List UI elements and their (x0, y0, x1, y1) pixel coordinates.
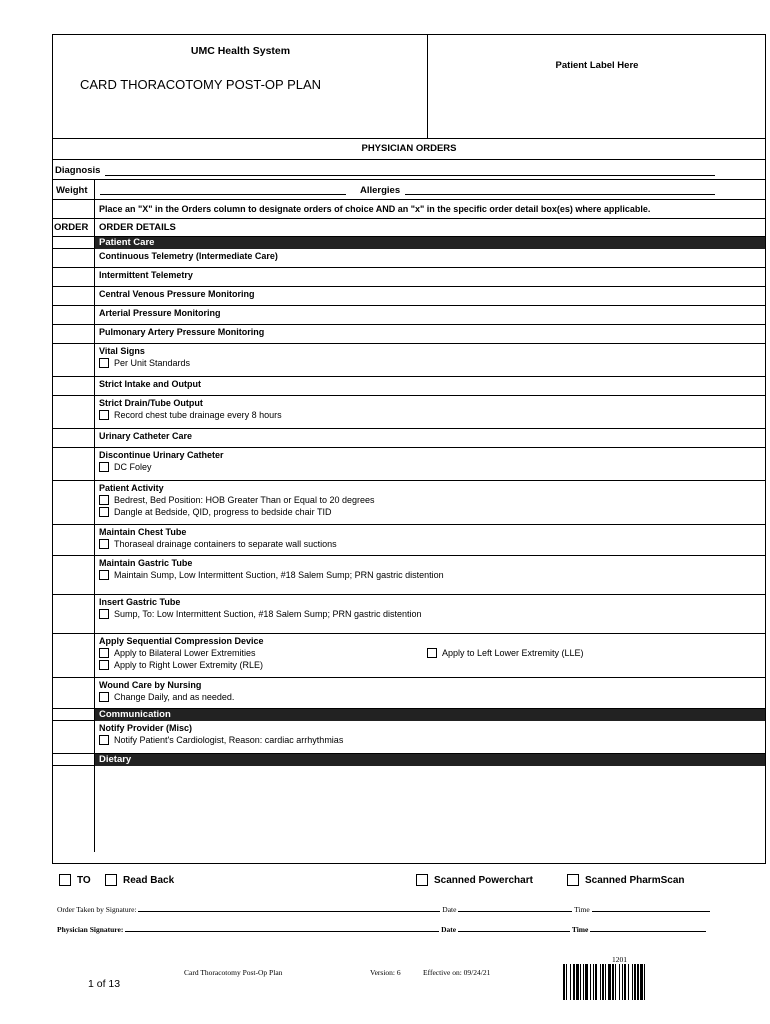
apply-sequential-compression-device-title: Apply Sequential Compression Device (99, 636, 264, 646)
patient-activity-option-1-label: Dangle at Bedside, QID, progress to bedside chair TID (114, 507, 332, 517)
read-back-check[interactable] (105, 874, 174, 886)
physician-signature-line (57, 924, 706, 934)
discontinue-urinary-catheter-title: Discontinue Urinary Catheter (99, 450, 224, 460)
order-taken-time-label: Time (574, 905, 590, 914)
apply-sequential-compression-device-option-1[interactable] (427, 647, 584, 659)
diagnosis-field[interactable] (105, 175, 715, 176)
apply-sequential-compression-device-option-1-label: Apply to Left Lower Extremity (LLE) (442, 648, 584, 658)
maintain-chest-tube-details (95, 525, 765, 556)
strict-intake-and-output-order-cell[interactable] (53, 377, 95, 396)
maintain-chest-tube-order-cell[interactable] (53, 525, 95, 556)
form-title: CARD THORACOTOMY POST-OP PLAN (80, 77, 322, 92)
barcode (563, 964, 693, 1000)
maintain-gastric-tube-order-cell[interactable] (53, 556, 95, 595)
diagnosis-label: Diagnosis (55, 165, 101, 176)
notify-provider-misc-checkbox-0[interactable] (99, 735, 109, 745)
continuous-telemetry-intermediate-care-order-cell[interactable] (53, 249, 95, 268)
wound-care-by-nursing-details (95, 678, 765, 709)
strict-drain-tube-output-order-cell[interactable] (53, 396, 95, 429)
scanned-pharmscan-label: Scanned PharmScan (585, 874, 685, 886)
wound-care-by-nursing-title: Wound Care by Nursing (99, 680, 202, 690)
maintain-gastric-tube-checkbox-0[interactable] (99, 570, 109, 580)
vital-signs-option-0[interactable] (99, 357, 761, 369)
arterial-pressure-monitoring-title: Arterial Pressure Monitoring (99, 308, 221, 318)
weight-label: Weight (56, 185, 88, 196)
strict-drain-tube-output-details (95, 396, 765, 429)
scanned-powerchart-label: Scanned Powerchart (434, 874, 533, 886)
allergies-field[interactable] (405, 194, 715, 195)
to-label: TO (77, 874, 91, 886)
page-number: 1 of 13 (88, 978, 121, 990)
pulmonary-artery-pressure-monitoring-order-cell[interactable] (53, 325, 95, 344)
weight-divider (94, 180, 95, 199)
wound-care-by-nursing-option-0-label: Change Daily, and as needed. (114, 692, 235, 702)
physician-date-field[interactable] (458, 924, 570, 932)
apply-sequential-compression-device-option-0[interactable] (99, 647, 256, 659)
vital-signs-order-cell[interactable] (53, 344, 95, 377)
discontinue-urinary-catheter-option-0-label: DC Foley (114, 462, 152, 472)
order-taken-signature-field[interactable] (138, 904, 440, 912)
form-code: 1201 (612, 955, 627, 964)
notify-provider-misc-title: Notify Provider (Misc) (99, 723, 193, 733)
order-form (52, 34, 766, 864)
communication-section-spacer (53, 709, 95, 721)
vital-signs-details (95, 344, 765, 377)
central-venous-pressure-monitoring-title: Central Venous Pressure Monitoring (99, 289, 255, 299)
diagnosis-row (53, 160, 765, 180)
pulmonary-artery-pressure-monitoring-title: Pulmonary Artery Pressure Monitoring (99, 327, 265, 337)
discontinue-urinary-catheter-checkbox-0[interactable] (99, 462, 109, 472)
notify-provider-misc-order-cell[interactable] (53, 721, 95, 754)
allergies-label: Allergies (360, 185, 401, 196)
patient-activity-checkbox-1[interactable] (99, 507, 109, 517)
pulmonary-artery-pressure-monitoring-details (95, 325, 765, 344)
notify-provider-misc-details (95, 721, 765, 754)
patient-activity-details (95, 481, 765, 525)
insert-gastric-tube-details (95, 595, 765, 634)
dietary-order-details (95, 766, 765, 852)
strict-drain-tube-output-checkbox-0[interactable] (99, 410, 109, 420)
apply-sequential-compression-device-checkbox-1[interactable] (427, 648, 437, 658)
order-details-column-header: ORDER DETAILS (95, 219, 765, 237)
read-back-label: Read Back (123, 874, 175, 886)
discontinue-urinary-catheter-details (95, 448, 765, 481)
instruction-text: Place an "X" in the Orders column to designate orders of choice AND an "x" in the specific order detail box(es) where applicable. (99, 204, 651, 214)
arterial-pressure-monitoring-order-cell[interactable] (53, 306, 95, 325)
discontinue-urinary-catheter-option-0[interactable] (99, 461, 761, 473)
communication-section-header: Communication (95, 709, 765, 721)
notify-provider-misc-option-0[interactable] (99, 734, 761, 746)
scanned-powerchart-checkbox[interactable] (416, 874, 428, 886)
patient-label-area: Patient Label Here (555, 60, 639, 71)
order-taken-date-field[interactable] (458, 904, 572, 912)
strict-intake-and-output-title: Strict Intake and Output (99, 379, 202, 389)
arterial-pressure-monitoring-details (95, 306, 765, 325)
physician-time-field[interactable] (590, 924, 706, 932)
patient-care-section-header: Patient Care (95, 237, 765, 249)
wound-care-by-nursing-option-0[interactable] (99, 691, 761, 703)
patient-activity-option-0-label: Bedrest, Bed Position: HOB Greater Than or Equal to 20 degrees (114, 495, 375, 505)
patient-activity-checkbox-0[interactable] (99, 495, 109, 505)
dietary-section-spacer (53, 754, 95, 766)
scanned-pharmscan-check[interactable] (567, 874, 684, 886)
maintain-gastric-tube-option-0[interactable] (99, 569, 761, 581)
insert-gastric-tube-order-cell[interactable] (53, 595, 95, 634)
wound-care-by-nursing-checkbox-0[interactable] (99, 692, 109, 702)
vital-signs-option-0-label: Per Unit Standards (114, 358, 191, 368)
order-taken-date-label: Date (442, 905, 457, 914)
apply-sequential-compression-device-details (95, 634, 765, 678)
apply-sequential-compression-device-order-cell[interactable] (53, 634, 95, 678)
effective-date: Effective on: 09/24/21 (423, 968, 491, 977)
plan-name: Card Thoracotomy Post-Op Plan (184, 968, 283, 977)
apply-sequential-compression-device-checkbox-2[interactable] (99, 660, 109, 670)
apply-sequential-compression-device-option-2[interactable] (99, 659, 761, 671)
maintain-chest-tube-option-0[interactable] (99, 538, 761, 550)
patient-activity-title: Patient Activity (99, 483, 164, 493)
order-taken-signature-line (57, 904, 710, 914)
physician-orders-heading: PHYSICIAN ORDERS (53, 139, 765, 160)
continuous-telemetry-intermediate-care-details (95, 249, 765, 268)
physician-signature-field[interactable] (125, 924, 439, 932)
strict-drain-tube-output-option-0[interactable] (99, 409, 761, 421)
apply-sequential-compression-device-option-row (99, 647, 761, 659)
maintain-gastric-tube-option-0-label: Maintain Sump, Low Intermittent Suction, #18 Salem Sump; PRN gastric distention (114, 570, 444, 580)
maintain-gastric-tube-details (95, 556, 765, 595)
weight-allergies-row (53, 180, 765, 200)
patient-activity-option-1[interactable] (99, 506, 761, 518)
maintain-gastric-tube-title: Maintain Gastric Tube (99, 558, 193, 568)
insert-gastric-tube-option-0[interactable] (99, 608, 761, 620)
maintain-chest-tube-title: Maintain Chest Tube (99, 527, 187, 537)
apply-sequential-compression-device-checkbox-0[interactable] (99, 648, 109, 658)
central-venous-pressure-monitoring-details (95, 287, 765, 306)
orders-table (53, 200, 765, 852)
strict-drain-tube-output-option-0-label: Record chest tube drainage every 8 hours (114, 410, 282, 420)
patient-activity-option-0[interactable] (99, 494, 761, 506)
vital-signs-title: Vital Signs (99, 346, 145, 356)
urinary-catheter-care-details (95, 429, 765, 448)
intermittent-telemetry-details (95, 268, 765, 287)
physician-time-label: Time (571, 925, 589, 934)
version: Version: 6 (370, 968, 401, 977)
intermittent-telemetry-title: Intermittent Telemetry (99, 270, 193, 280)
form-header (53, 35, 765, 139)
insert-gastric-tube-checkbox-0[interactable] (99, 609, 109, 619)
maintain-chest-tube-checkbox-0[interactable] (99, 539, 109, 549)
patient-activity-order-cell[interactable] (53, 481, 95, 525)
maintain-chest-tube-option-0-label: Thoraseal drainage containers to separate wall suctions (114, 539, 337, 549)
dietary-order-order-cell[interactable] (53, 766, 95, 852)
scanned-powerchart-check[interactable] (416, 874, 533, 886)
health-system-name: UMC Health System (190, 45, 291, 57)
insert-gastric-tube-title: Insert Gastric Tube (99, 597, 181, 607)
discontinue-urinary-catheter-order-cell[interactable] (53, 448, 95, 481)
central-venous-pressure-monitoring-order-cell[interactable] (53, 287, 95, 306)
order-column-header: ORDER (53, 219, 95, 237)
to-checkbox[interactable] (59, 874, 71, 886)
order-taken-label: Order Taken by Signature: (57, 905, 137, 914)
insert-gastric-tube-option-0-label: Sump, To: Low Intermittent Suction, #18 Salem Sump; PRN gastric distention (114, 609, 422, 619)
instruction-details (95, 200, 765, 219)
instruction-order-cell (53, 200, 95, 219)
apply-sequential-compression-device-option-2-label: Apply to Right Lower Extremity (RLE) (114, 660, 264, 670)
wound-care-by-nursing-order-cell[interactable] (53, 678, 95, 709)
dietary-section-header: Dietary (95, 754, 765, 766)
to-check[interactable] (59, 874, 91, 886)
patient-care-section-spacer (53, 237, 95, 249)
strict-intake-and-output-details (95, 377, 765, 396)
strict-drain-tube-output-title: Strict Drain/Tube Output (99, 398, 203, 408)
urinary-catheter-care-order-cell[interactable] (53, 429, 95, 448)
physician-date-label: Date (441, 925, 457, 934)
weight-field[interactable] (100, 194, 346, 195)
read-back-checkbox[interactable] (105, 874, 117, 886)
scanned-pharmscan-checkbox[interactable] (567, 874, 579, 886)
continuous-telemetry-intermediate-care-title: Continuous Telemetry (Intermediate Care) (99, 251, 278, 261)
vital-signs-checkbox-0[interactable] (99, 358, 109, 368)
notify-provider-misc-option-0-label: Notify Patient's Cardiologist, Reason: cardiac arrhythmias (114, 735, 344, 745)
intermittent-telemetry-order-cell[interactable] (53, 268, 95, 287)
urinary-catheter-care-title: Urinary Catheter Care (99, 431, 193, 441)
order-taken-time-field[interactable] (592, 904, 710, 912)
apply-sequential-compression-device-option-0-label: Apply to Bilateral Lower Extremities (114, 648, 256, 658)
header-title-box (53, 35, 428, 138)
physician-signature-label: Physician Signature: (57, 925, 124, 934)
